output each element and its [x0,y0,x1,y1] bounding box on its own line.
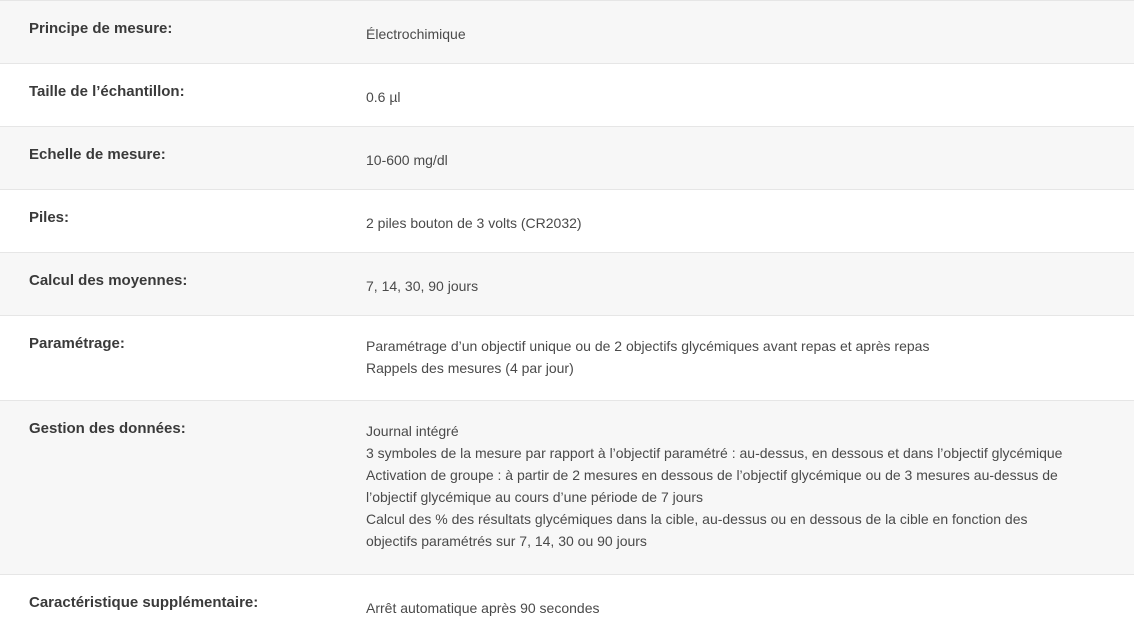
spec-value-line: 7, 14, 30, 90 jours [366,278,479,294]
spec-row-parametrage [0,316,1134,401]
spec-row-principe-de-mesure [0,1,1134,64]
spec-value-line: Calcul des % des résultats glycémiques dans la cible, au-dessus ou en dessous de la cible en fonction des [366,511,1028,527]
spec-value-line: Paramétrage d’un objectif unique ou de 2 objectifs glycémiques avant repas et après repas [366,338,930,354]
spec-value-line: Rappels des mesures (4 par jour) [366,360,574,376]
spec-row-caracteristique-supplementaire [0,575,1134,643]
spec-value-line: l’objectif glycémique au cours d’une période de 7 jours [366,489,703,505]
spec-row-echelle-de-mesure [0,127,1134,190]
spec-label: Calcul des moyennes: [29,272,188,289]
spec-value [366,253,1134,315]
spec-label: Caractéristique supplémentaire: [29,594,259,611]
spec-value-line: 0.6 µl [366,89,401,105]
spec-value [366,127,1134,189]
spec-label: Echelle de mesure: [29,146,166,163]
spec-value-line: Électrochimique [366,26,466,42]
spec-row-piles [0,190,1134,253]
spec-value-line: 10-600 mg/dl [366,152,448,168]
spec-label: Piles: [29,209,70,226]
spec-row-calcul-des-moyennes [0,253,1134,316]
spec-value [366,316,1134,400]
spec-value-line: 2 piles bouton de 3 volts (CR2032) [366,215,582,231]
spec-value-line: 3 symboles de la mesure par rapport à l’objectif paramétré : au-dessus, en dessous et dans l’objectif glycémique [366,445,1063,461]
spec-row-taille-echantillon [0,64,1134,127]
spec-value [366,64,1134,126]
spec-label: Taille de l’échantillon: [29,83,185,100]
spec-value-line: Arrêt automatique après 90 secondes [366,600,600,616]
spec-value [366,190,1134,252]
spec-value-line: objectifs paramétrés sur 7, 14, 30 ou 90 jours [366,533,647,549]
spec-value [366,401,1134,574]
spec-value [366,575,1134,643]
spec-label: Paramétrage: [29,335,125,352]
spec-label: Gestion des données: [29,420,186,437]
spec-row-gestion-des-donnees [0,401,1134,575]
spec-value [366,1,1134,63]
spec-value-line: Journal intégré [366,423,459,439]
spec-label: Principe de mesure: [29,20,173,37]
spec-value-line: Activation de groupe : à partir de 2 mesures en dessous de l’objectif glycémique ou de 3 mesures au-dessus de [366,467,1058,483]
